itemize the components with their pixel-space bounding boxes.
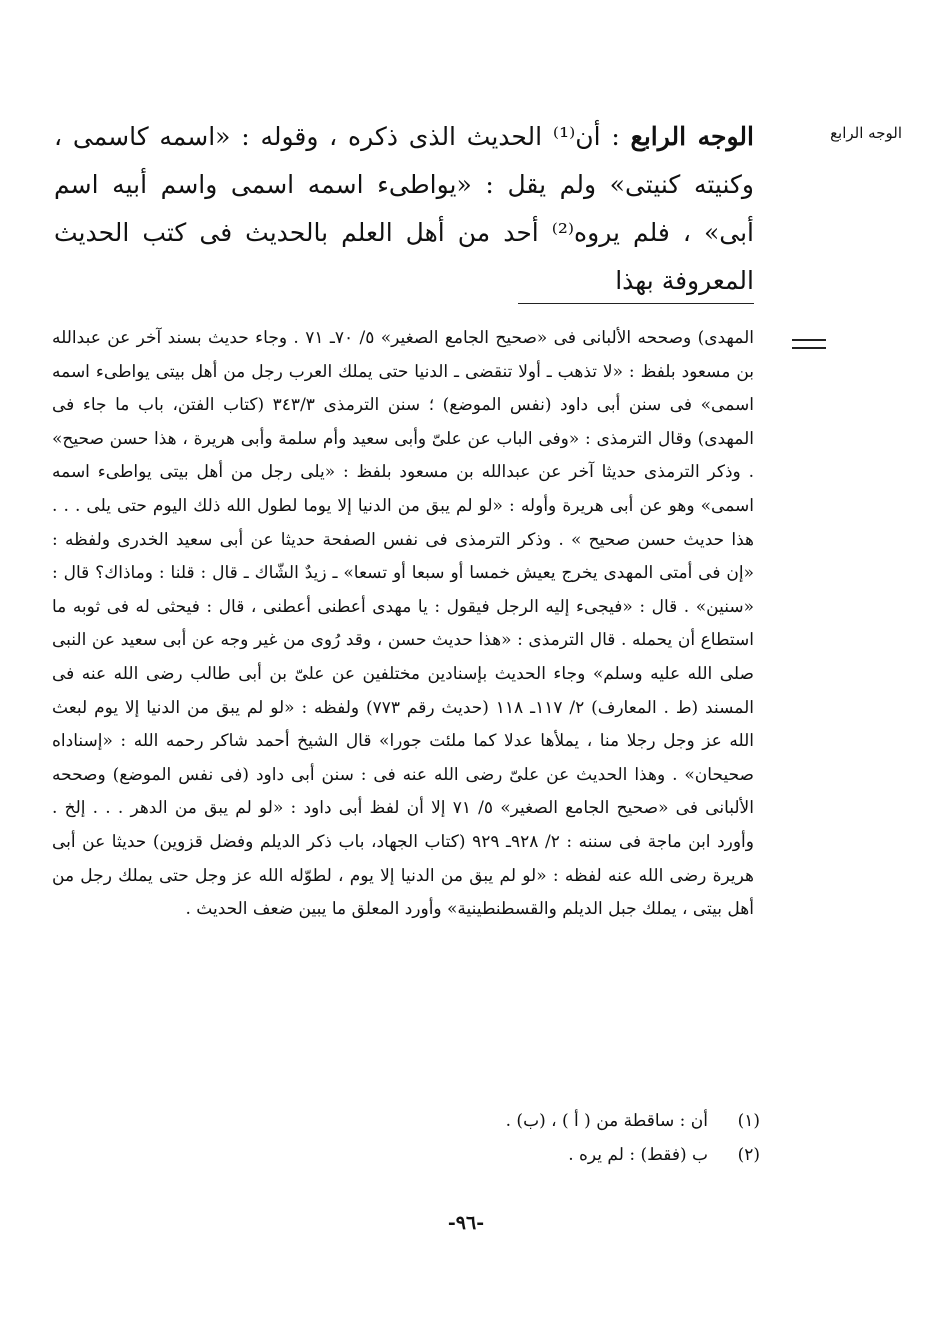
footnotes-list [160,1104,760,1172]
continuation-mark [792,339,826,349]
footnote-continuation [52,322,754,927]
main-paragraph [54,113,754,305]
footnote-number: (٢) [737,1145,760,1165]
page-number: -٩٦- [447,1212,485,1234]
footnote-item [160,1104,760,1138]
footnote-item-text: أن : ساقطة من ( أ ) ، (ب) . [505,1111,708,1131]
footnote-number: (١) [737,1111,760,1131]
main-text [54,113,754,305]
margin-heading: الوجه الرابع [830,124,902,142]
footnote-item [160,1138,760,1172]
main-paragraph-text: : أن⁽¹⁾ الحديث الذى ذكره ، وقوله : «اسمه كاسمى ، وكنيته كنيتى» ولم يقل : «يواطىء اسمه اسمى واسم أبيه اسم أبى» ، فلم يروه⁽²⁾ أحد من أهل العلم بالحديث فى كتب الحديث المعروفة بهذا [54,122,755,295]
footnote-text: المهدى) وصححه الألبانى فى «صحيح الجامع الصغير» ٥/ ٧٠ـ ٧١ . وجاء حديث بسند آخر عن عبدالله بن مسعود بلفظ : «لا تذهب ـ أولا تنقضى ـ الدنيا حتى يملك العرب رجل من أهل بيتى يواطىء اسمه اسمى» فى سنن أبى داود (نفس الموضع) ؛ سنن الترمذى ٣٤٣/٣ (كتاب الفتن، باب ما جاء فى المهدى) وقال الترمذى : «وفى الباب عن علىّ وأبى سعيد وأم سلمة وأبى هريرة ، هذا حسن صحيح» . وذكر الترمذى حديثا آخر عن عبدالله بن مسعود بلفظ : «يلى رجل من أهل بيتى يواطىء اسمه اسمى» وهو عن أبى هريرة وأوله : «لو لم يبق من الدنيا إلا يوما لطول الله ذلك اليوم حتى يلى . . . هذا حديث حسن صحيح » . وذكر الترمذى فى نفس الصفحة حديثا عن أبى سعيد الخدرى ولفظه : «إن فى أمتى المهدى يخرج يعيش خمسا أو سبعا أو تسعا» ـ زيدٌ الشّاك ـ قال : قلنا : وماذاك؟ قال : «سنين» . قال : «فيجىء إليه الرجل فيقول : يا مهدى أعطنى أعطنى ، قال : فيحثى له فى ثوبه ما استطاع أن يحمله . قال الترمذى : «هذا حديث حسن ، وقد رُوى من غير وجه عن أبى سعيد عن النبى صلى الله عليه وسلم» وجاء الحديث بإسنادين مختلفين عن علىّ بن أبى طالب رضى الله عنه فى المسند (ط . المعارف) ٢/ ١١٧ـ ١١٨ (حديث رقم ٧٧٣) ولفظه : «لو لم يبق من الدنيا إلا يوم لبعث الله عز وجل رجلا منا ، يملأها عدلا كما ملئت جورا» قال الشيخ أحمد شاكر رحمه الله : «إسناداه صحيحان» . وهذا الحديث عن علىّ رضى الله عنه فى : سنن أبى داود (فى نفس الموضع) وصححه الألبانى فى «صحيح الجامع الصغير» ٥/ ٧١ إلا أن لفظ أبى داود : «لو لم يبق من الدهر . . . إلخ . وأورد ابن ماجة فى سننه : ٢/ ٩٢٨ـ ٩٢٩ (كتاب الجهاد، باب ذكر الديلم وفضل قزوين) حديثا عن أبى هريرة رضى الله عنه لفظه : «لو لم يبق من الدنيا إلا يوم ، لطوّله الله عز وجل حتى يملك رجل من أهل بيتى ، يملك جبل الديلم والقسطنطينية» وأورد المعلق ما يبين ضعف الحديث . [52,328,755,920]
footnote-item-text: ب (فقط) : لم يره . [568,1145,708,1165]
section-lead: الوجه الرابع [630,122,754,151]
footnote-separator [518,303,754,304]
